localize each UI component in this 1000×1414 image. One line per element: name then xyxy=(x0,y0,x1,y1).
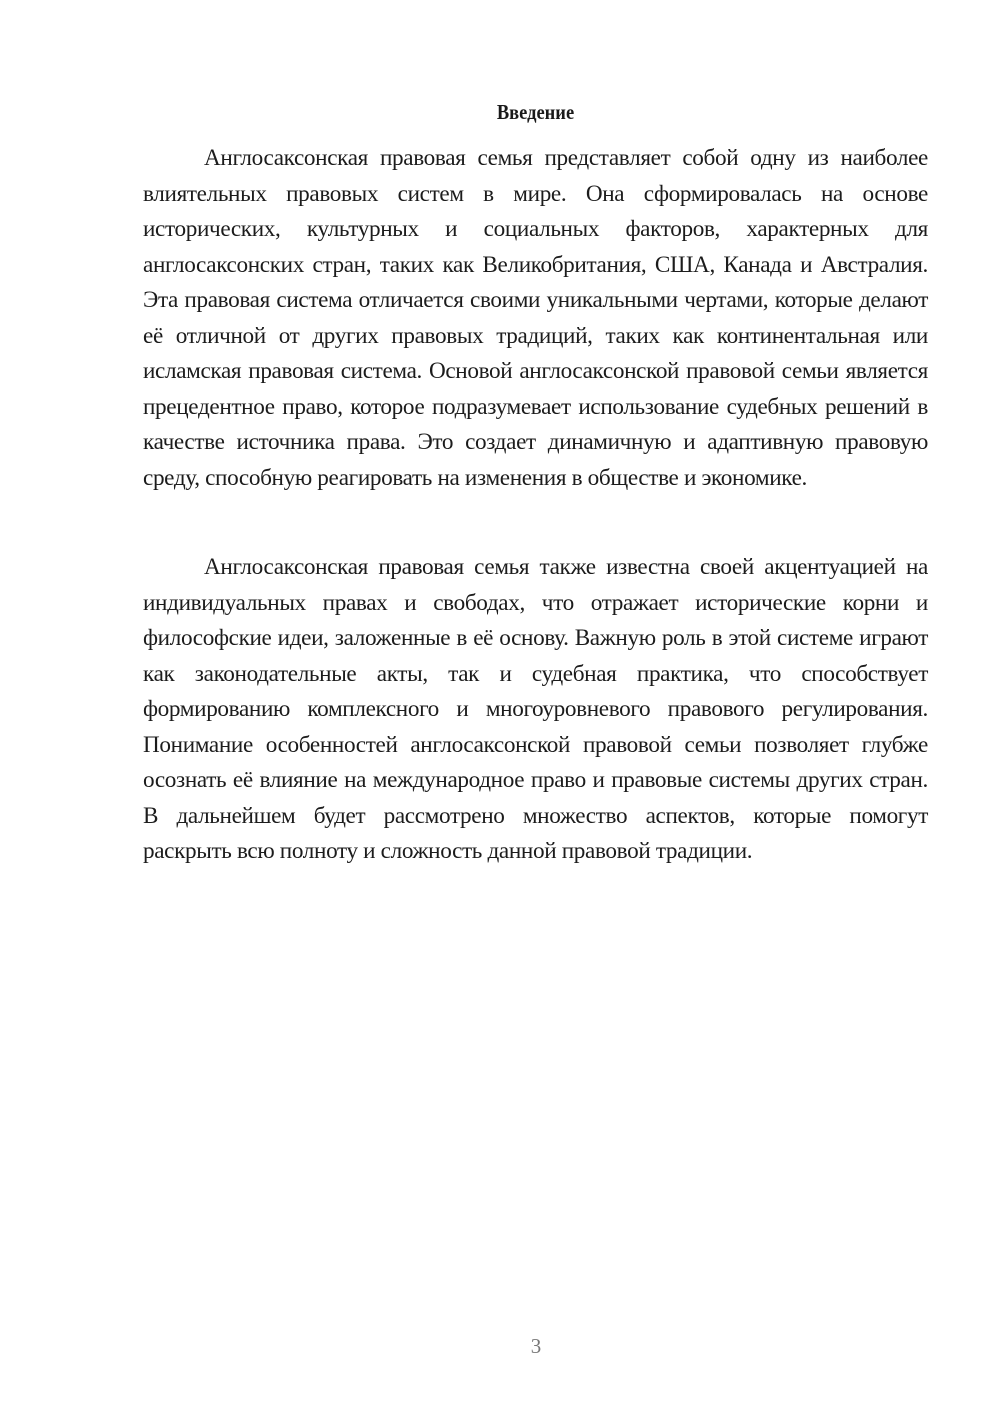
paragraph-1: Англосаксонская правовая семья представляет собой одну из наиболее влиятельных правовых систем в мире. Она сформировалась на основе исторических, культурных и социальных факторов, характерных для англосаксонских стран, таких как Великобритания, США, Канада и Австралия. Эта правовая система отличается своими уникальными чертами, которые делают её отличной от других правовых традиций, таких как континентальная или исламская правовая система. Основой англосаксонской правовой семьи является прецедентное право, которое подразумевает использование судебных решений в качестве источника права. Это создает динамичную и адаптивную правовую среду, способную реагировать на изменения в обществе и экономике. xyxy=(143,145,928,491)
section-title: Введение xyxy=(496,100,575,124)
page-number: 3 xyxy=(530,1334,542,1358)
paragraph-2: Англосаксонская правовая семья также известна своей акцентуацией на индивидуальных правах и свободах, что отражает исторические корни и философские идеи, заложенные в её основу. Важную роль в этой системе играют как законодательные акты, так и судебная практика, что способствует формированию комплексного и многоуровневого правового регулирования. Понимание особенностей англосаксонской правовой семьи позволяет глубже осознать её влияние на международное право и правовые системы других стран. В дальнейшем будет рассмотрено множество аспектов, которые помогут раскрыть всю полноту и сложность данной правовой традиции. xyxy=(143,554,928,864)
